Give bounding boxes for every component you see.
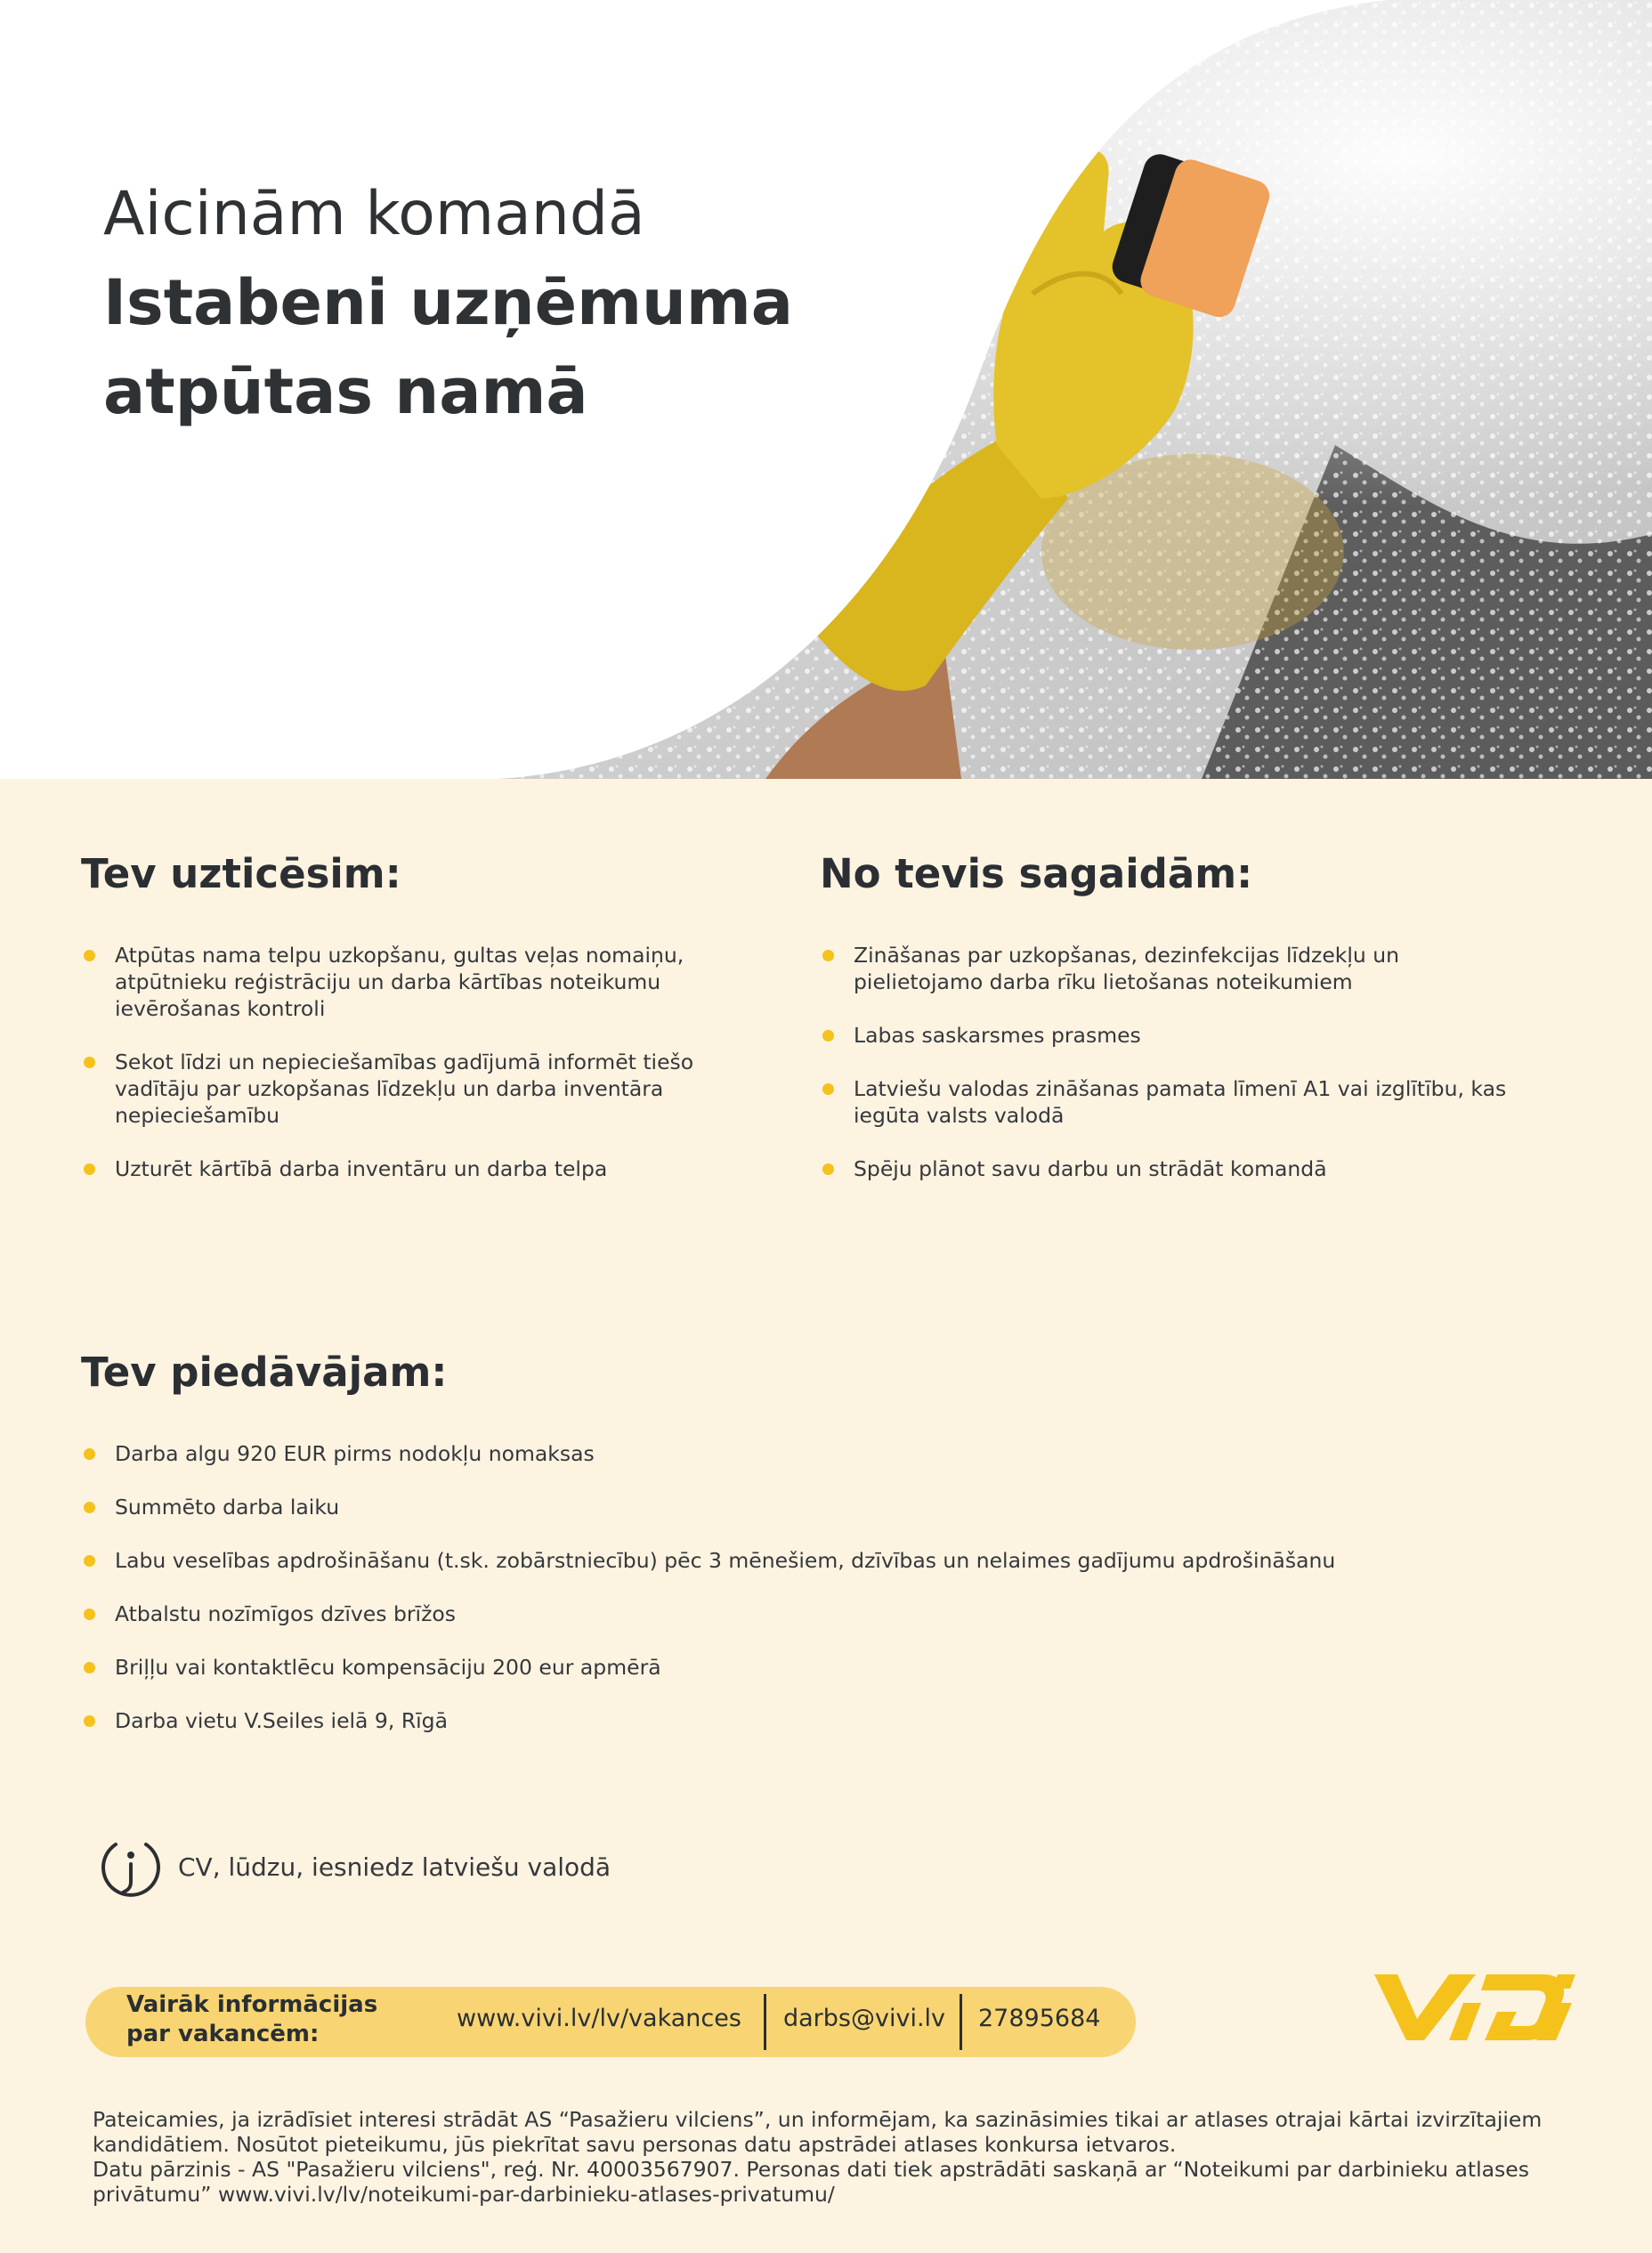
info-icon xyxy=(100,1836,162,1898)
list-item-text: Sekot līdzi un nepieciešamības gadījumā informēt tiešo vadītāju par uzkopšanas līdzekļu un darba inventāra nepieciešamību xyxy=(115,1050,694,1128)
list-item xyxy=(820,1022,1532,1049)
bullet-dot xyxy=(822,1083,834,1095)
bullet-dot xyxy=(84,1057,95,1068)
list-item-text: Atpūtas nama telpu uzkopšanu, gultas veļas nomaiņu, atpūtnieku reģistrāciju un darba kārtības noteikumu ievērošanas kontroli xyxy=(115,943,684,1021)
list-item-text: Summēto darba laiku xyxy=(115,1495,340,1520)
cv-language-note xyxy=(100,1836,611,1898)
bullet-dot xyxy=(84,1448,95,1460)
list-item xyxy=(820,1155,1532,1182)
contact-label: Vairāk informācijas par vakancēm: xyxy=(126,1991,378,2047)
bullet-dot xyxy=(822,1030,834,1041)
list-item-text: Darba algu 920 EUR pirms nodokļu nomaksas xyxy=(115,1441,595,1466)
bullet-dot xyxy=(84,950,95,961)
offer-list xyxy=(81,1440,1505,1734)
bullet-dot xyxy=(822,1163,834,1175)
cv-note-text: CV, lūdzu, iesniedz latviešu valodā xyxy=(178,1852,611,1882)
list-item-text: Labas saskarsmes prasmes xyxy=(854,1023,1141,1048)
hero xyxy=(0,0,1652,779)
bullet-dot xyxy=(84,1555,95,1567)
list-item-text: Darba vietu V.Seiles ielā 9, Rīgā xyxy=(115,1708,448,1733)
hero-title xyxy=(103,178,815,437)
title-line-1: Aicinām komandā xyxy=(103,179,645,249)
list-item xyxy=(81,1601,1505,1627)
list-item xyxy=(81,1494,1505,1520)
vacancies-link[interactable]: www.vivi.lv/lv/vakances xyxy=(457,2005,741,2032)
phone-number[interactable]: 27895684 xyxy=(978,2005,1101,2032)
list-item-text: Atbalstu nozīmīgos dzīves brīžos xyxy=(115,1601,457,1626)
bullet-dot xyxy=(84,1662,95,1674)
bullet-dot xyxy=(84,1715,95,1727)
privacy-disclaimer xyxy=(93,2107,1588,2207)
section-offer xyxy=(81,1349,1505,1761)
section-title: Tev uzticēsim: xyxy=(81,850,401,897)
title-line-2 xyxy=(103,258,815,438)
contact-bar xyxy=(85,1987,1136,2057)
list-item xyxy=(81,1049,740,1129)
list-item xyxy=(81,1547,1505,1574)
list-item xyxy=(81,942,740,1022)
list-item-text: Spēju plānot savu darbu un strādāt komandā xyxy=(854,1156,1327,1181)
requirements-list xyxy=(820,942,1532,1182)
bullet-dot xyxy=(84,1502,95,1513)
list-item-text: Uzturēt kārtībā darba inventāru un darba telpa xyxy=(115,1156,608,1181)
job-title-part-2: atpūtas namā xyxy=(103,355,588,429)
list-item-text: Latviešu valodas zināšanas pamata līmenī A1 vai izglītību, kas iegūta valsts valodā xyxy=(854,1076,1507,1128)
responsibilities-list xyxy=(81,942,740,1182)
disclaimer-paragraph: Pateicamies, ja izrādīsiet interesi strādāt AS “Pasažieru vilciens”, un informējam, ka sazināsimies tikai ar atlases otrajai kārtai izvirzītajiem kandidātiem. Nosūtot pieteikumu, jūs piekrītat savu personas datu apstrādei atlases konkursa ietvaros. xyxy=(93,2107,1543,2157)
list-item-text: Labu veselības apdrošināšanu (t.sk. zobārstniecību) pēc 3 mēnešiem, dzīvības un nelaimes gadījumu apdrošināšanu xyxy=(115,1548,1336,1573)
section-responsibilities xyxy=(81,850,740,1209)
list-item xyxy=(820,942,1532,995)
section-title: No tevis sagaidām: xyxy=(820,850,1253,897)
list-item xyxy=(820,1075,1532,1129)
email-link[interactable]: darbs@vivi.lv xyxy=(783,2005,946,2032)
bullet-dot xyxy=(84,1163,95,1175)
section-requirements xyxy=(820,850,1532,1209)
list-item xyxy=(81,1707,1505,1734)
list-item-text: Zināšanas par uzkopšanas, dezinfekcijas līdzekļu un pielietojamo darba rīku lietošanas noteikumiem xyxy=(854,943,1400,994)
disclaimer-paragraph: Datu pārzinis - AS "Pasažieru vilciens", reģ. Nr. 40003567907. Personas dati tiek apstrādāti saskaņā ar “Noteikumi par darbinieku atlases privātumu” www.vivi.lv/lv/noteikumi-par-darbinieku-atlases-privatumu/ xyxy=(93,2157,1529,2207)
list-item-text: Briļļu vai kontaktlēcu kompensāciju 200 eur apmērā xyxy=(115,1655,661,1680)
list-item xyxy=(81,1155,740,1182)
list-item xyxy=(81,1654,1505,1681)
bullet-dot xyxy=(822,950,834,961)
bullet-dot xyxy=(84,1609,95,1620)
vivi-logo xyxy=(1371,1967,1575,2047)
job-title-part-1: Istabeni uzņēmuma xyxy=(103,265,794,339)
divider xyxy=(960,1994,962,2050)
list-item xyxy=(81,1440,1505,1467)
section-title: Tev piedāvājam: xyxy=(81,1349,448,1396)
divider xyxy=(764,1994,766,2050)
